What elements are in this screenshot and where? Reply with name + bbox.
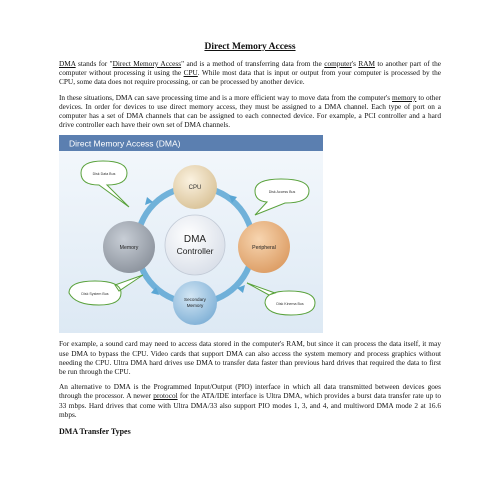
dma-diagram-svg [59,135,323,333]
link-ram[interactable]: RAM [358,59,375,68]
bus-top-right-label: Disk Access Bus [268,190,296,195]
situations-paragraph [59,93,441,130]
text: 's [351,59,359,68]
bus-top-left-label: Disk Data Bus [92,172,116,177]
link-computer[interactable]: computer [324,59,352,68]
memory-label: Memory [119,245,139,252]
link-direct-memory-access[interactable]: Direct Memory Access [112,59,182,68]
dma-controller-node [165,215,225,275]
secondary-label-line1: Secondary [184,297,206,303]
text: to another part of the computer without processing it using the [59,59,441,78]
link-cpu[interactable]: CPU [183,68,198,78]
center-label-line2: Controller [176,246,214,257]
section-heading: DMA Transfer Types [59,427,131,437]
text: stands for " [75,59,113,68]
secondary-label-line2: Memory [186,303,204,309]
cpu-label: CPU [188,185,202,192]
text: In these situations, DMA can save processing time and is a more efficient way to move data from the computer's [59,92,393,102]
text: for the ATA/IDE interface is Ultra DMA, which provides a burst data transfer rate up to 33 mbps. Hard drives that come with Ultra DMA/33 also support PIO modes 1, 3, and 4, and multiword DMA mode 2 at 16.6 mbps. [59,391,441,419]
bus-bottom-left-label: Disk System Bus [81,292,109,297]
peripheral-label: Peripheral [252,245,276,252]
link-dma[interactable]: DMA [59,59,76,68]
text: " and is a method of transferring data from the [181,59,325,68]
link-protocol[interactable]: protocol [153,391,178,401]
example-paragraph: For example, a sound card may need to access data stored in the computer's RAM, but since it can process the data itself, it may use DMA to bypass the CPU. Video cards that support DMA can also access the system memory and process graphics without needing the CPU. Ultra DMA hard drives use DMA to transfer data faster than previous hard drives that required the data to first be run through the CPU. [59,339,441,377]
diagram-header: Direct Memory Access (DMA) [69,138,181,149]
link-memory[interactable]: memory [392,92,417,102]
alternative-paragraph [59,382,441,419]
text: to other devices. In order for devices to use direct memory access, they must be assigned to a DMA channel. Each type of port on a computer has a set of DMA channels that can be assigned to each connected device. For example, a PCI controller and a hard drive controller each have their own set of DMA channels. [59,92,441,130]
text: An alternative to DMA is the Programmed Input/Output (PIO) interface in which all data transmitted between devices goes through the processor. A newer [59,382,441,401]
center-label-line1: DMA [183,234,207,246]
intro-paragraph [59,59,441,87]
document-page [59,42,441,436]
text: . While most data that is input or output from your computer is processed by the CPU, some data does not require processing, or can be processed by another device. [59,68,441,87]
dma-diagram [59,135,323,333]
document-title: Direct Memory Access [204,42,296,52]
bus-bottom-right-label: Disk Kinema Bus [276,302,304,307]
